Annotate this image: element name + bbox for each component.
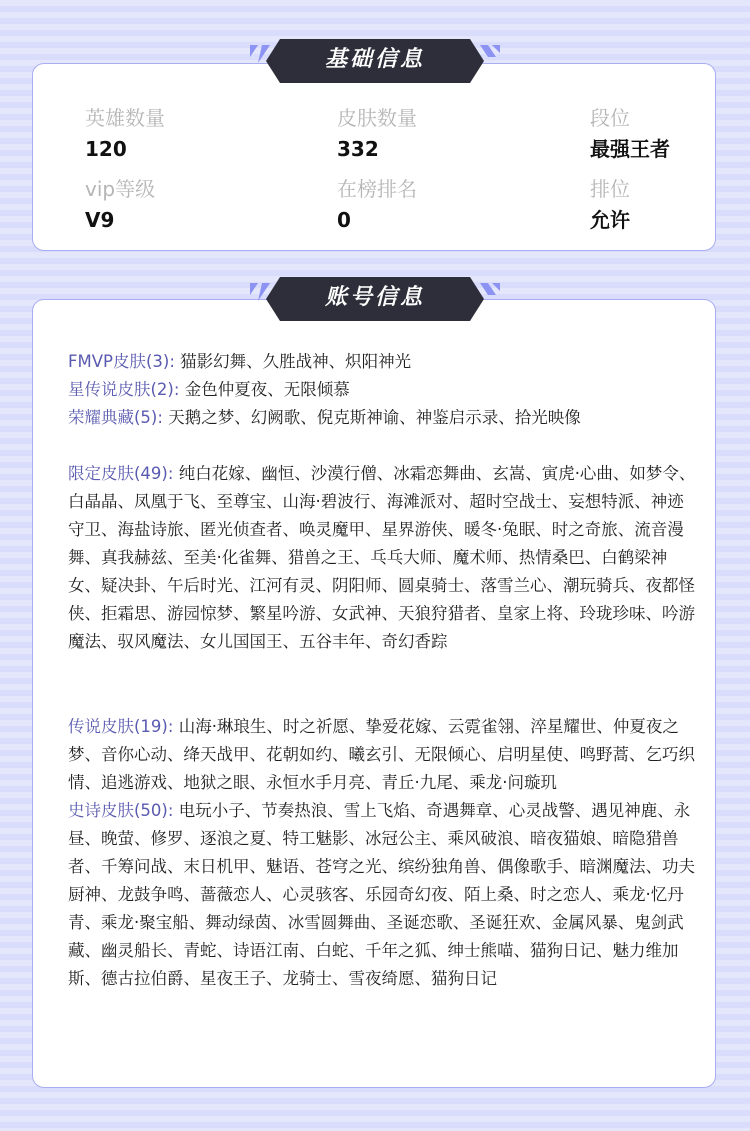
account-info-banner — [248, 275, 502, 323]
skin-group-fmvp — [68, 348, 698, 376]
skin-items: 纯白花嫁、幽恒、沙漠行僧、冰霜恋舞曲、玄嵩、寅虎·心曲、如梦令、白晶晶、凤凰于飞、至尊宝、山海·碧波行、海滩派对、超时空战士、妄想特派、神迹守卫、海盐诗旅、匿光侦查者、唤灵魔甲、星界游侠、暖冬·兔眠、时之奇旅、流音漫舞、真我赫兹、至美·化雀舞、猎兽之王、乓乓大师、魔术师、热情桑巴、白鹤梁神女、疑决卦、午后时光、江河有灵、阴阳师、圆桌骑士、落雪兰心、潮玩骑兵、夜都怪侠、拒霜思、游园惊梦、繁星吟游、女武神、天狼狩猎者、皇家上将、玲珑珍味、吟游魔法、驭风魔法、女儿国国王、五谷丰年、奇幻香踪 — [68, 464, 696, 651]
stat-label: 英雄数量 — [85, 106, 165, 130]
stat-hero-count — [85, 105, 165, 162]
skin-category-label: 传说皮肤(19): — [68, 717, 174, 736]
stat-skin-count — [337, 105, 417, 162]
stat-label: vip等级 — [85, 177, 156, 201]
stat-value: 允许 — [590, 208, 630, 232]
stat-value: 120 — [85, 137, 127, 161]
skin-items: 猫影幻舞、久胜战神、炽阳神光 — [180, 352, 412, 371]
skin-group-epic — [68, 797, 698, 993]
basic-info-title: 基础信息 — [324, 47, 425, 72]
basic-info-banner — [248, 37, 502, 85]
stat-label: 在榜排名 — [337, 177, 417, 201]
stat-value: V9 — [85, 208, 115, 232]
skin-items: 山海·琳琅生、时之祈愿、挚爱花嫁、云霓雀翎、淬星耀世、仲夏夜之梦、音你心动、绛天战甲、花朝如约、曦玄引、无限倾心、启明星使、鸣野蒿、乞巧织情、追逃游戏、地狱之眼、永恒水手月亮、青丘·九尾、乘龙·问璇玑 — [68, 717, 695, 792]
skin-category-label: 荣耀典藏(5): — [68, 408, 163, 427]
stat-vip-level — [85, 176, 155, 233]
skin-group-star-legend — [68, 376, 698, 404]
skin-group-legend — [68, 713, 698, 797]
skin-category-label: FMVP皮肤(3): — [68, 352, 175, 371]
stat-label: 皮肤数量 — [337, 106, 417, 130]
stat-label: 排位 — [590, 177, 630, 201]
skin-category-label: 限定皮肤(49): — [68, 464, 174, 483]
skin-category-label: 星传说皮肤(2): — [68, 380, 180, 399]
stat-value: 0 — [337, 208, 351, 232]
stat-value: 最强王者 — [590, 137, 670, 161]
skin-list-top — [68, 348, 698, 656]
basic-info-card — [32, 63, 716, 251]
skin-items: 天鹅之梦、幻阙歌、倪克斯神谕、神鉴启示录、拾光映像 — [168, 408, 581, 427]
stat-rank-tier — [590, 105, 670, 162]
account-info-title: 账号信息 — [324, 285, 425, 310]
stat-leaderboard-rank — [337, 176, 417, 233]
skin-items: 电玩小子、节奏热浪、雪上飞焰、奇遇舞章、心灵战警、遇见神鹿、永昼、晚萤、修罗、逐浪之夏、特工魅影、冰冠公主、乘风破浪、暗夜猫娘、暗隐猎兽者、千筹问战、末日机甲、魅语、苍穹之光、缤纷独角兽、偶像歌手、暗渊魔法、功夫厨神、龙鼓争鸣、蔷薇恋人、心灵骇客、乐园奇幻夜、陌上桑、时之恋人、乘龙·忆丹青、乘龙·聚宝船、舞动绿茵、冰雪圆舞曲、圣诞恋歌、圣诞狂欢、金属风暴、鬼剑武藏、幽灵船长、青蛇、诗语江南、白蛇、千年之狐、绅士熊喵、猫狗日记、魅力维加斯、德古拉伯爵、星夜王子、龙骑士、雪夜绮愿、猫狗日记 — [68, 801, 695, 988]
skin-items: 金色仲夏夜、无限倾慕 — [184, 380, 350, 399]
skin-group-glory-collection — [68, 404, 698, 432]
skin-list-bottom — [68, 713, 698, 993]
skin-group-limited — [68, 460, 698, 656]
stat-label: 段位 — [590, 106, 630, 130]
skin-category-label: 史诗皮肤(50): — [68, 801, 174, 820]
stat-value: 332 — [337, 137, 379, 161]
stat-ranked-allowed — [590, 176, 630, 233]
